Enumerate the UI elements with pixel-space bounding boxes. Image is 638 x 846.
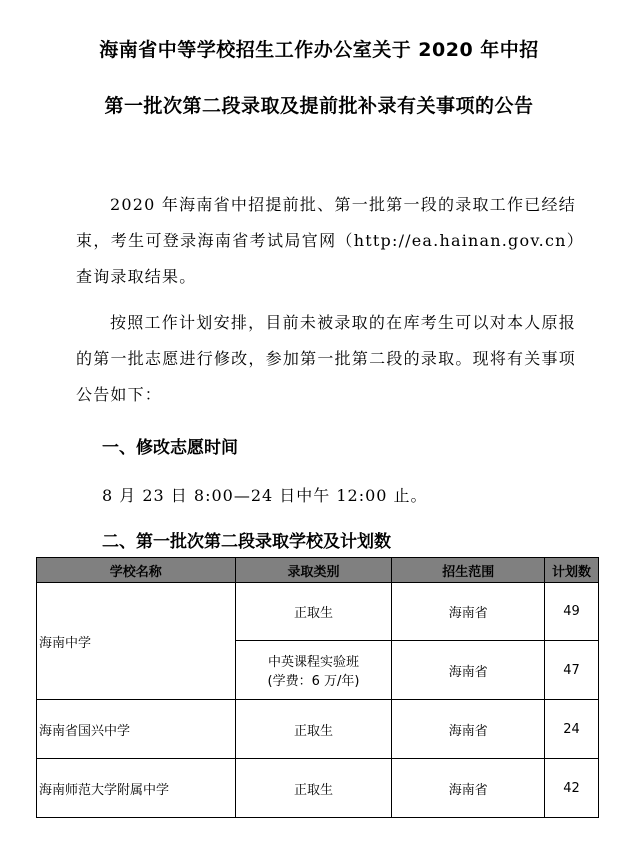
category-cell: 正取生 <box>235 759 392 818</box>
school-name-cell: 海南中学 <box>37 583 236 700</box>
table-header-row <box>37 558 599 583</box>
paragraph-intro: 2020 年海南省中招提前批、第一批第一段的录取工作已经结束，考生可登录海南省考试局官网（http://ea.hainan.gov.cn）查询录取结果。 <box>76 195 576 286</box>
quota-cell: 47 <box>545 641 599 700</box>
section-heading-time: 一、修改志愿时间 <box>102 438 238 458</box>
header-enrollment-scope: 招生范围 <box>392 558 545 583</box>
category-cell: 正取生 <box>235 583 392 641</box>
table-row <box>37 583 599 641</box>
admission-plan-table <box>36 557 599 818</box>
document-title-line2: 第一批次第二段录取及提前批补录有关事项的公告 <box>104 95 534 117</box>
scope-cell: 海南省 <box>392 641 545 700</box>
table-row <box>37 700 599 759</box>
category-cell <box>235 641 392 700</box>
paragraph-arrangement: 按照工作计划安排，目前未被录取的在库考生可以对本人原报的第一批志愿进行修改，参加第一批第二段的录取。现将有关事项公告如下： <box>76 313 576 404</box>
header-admission-category: 录取类别 <box>235 558 392 583</box>
document-title-line1: 海南省中等学校招生工作办公室关于 2020 年中招 <box>99 39 539 61</box>
section-heading-schools: 二、第一批次第二段录取学校及计划数 <box>102 532 391 552</box>
quota-cell: 24 <box>545 700 599 759</box>
category-cell: 正取生 <box>235 700 392 759</box>
table-row <box>37 759 599 818</box>
header-school-name: 学校名称 <box>37 558 236 583</box>
quota-cell: 49 <box>545 583 599 641</box>
scope-cell: 海南省 <box>392 583 545 641</box>
scope-cell: 海南省 <box>392 759 545 818</box>
modification-time-text: 8 月 23 日 8:00—24 日中午 12:00 止。 <box>102 486 428 505</box>
school-name-cell: 海南省国兴中学 <box>37 700 236 759</box>
quota-cell: 42 <box>545 759 599 818</box>
header-quota: 计划数 <box>545 558 599 583</box>
school-name-cell: 海南师范大学附属中学 <box>37 759 236 818</box>
category-line: 中英课程实验班 <box>267 655 359 670</box>
category-fee-note: (学费：6 万/年) <box>267 674 360 689</box>
scope-cell: 海南省 <box>392 700 545 759</box>
